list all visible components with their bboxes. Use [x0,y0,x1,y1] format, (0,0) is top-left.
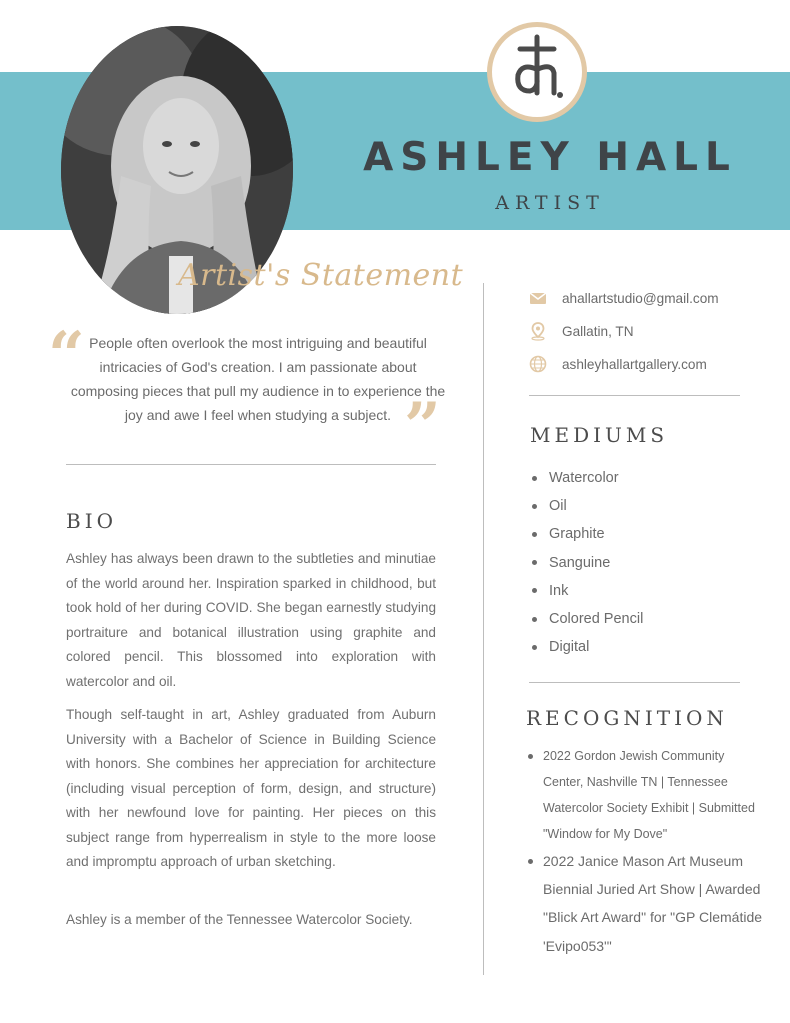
list-item [532,605,643,633]
bullet-icon [532,476,537,481]
logo-monogram-icon [492,27,582,117]
location-pin-icon [528,321,548,341]
bullet-icon [528,859,533,864]
recognition-heading: RECOGNITION [526,706,728,730]
medium-label: Watercolor [549,470,619,487]
artist-name: ASHLEY HALL [363,135,737,180]
list-item [532,633,643,661]
bullet-icon [532,504,537,509]
artist-role: ARTIST [495,192,605,214]
recognition-list [528,847,768,960]
list-item [532,520,643,548]
list-item [532,549,643,577]
mail-icon [528,288,548,308]
bio-paragraph: Ashley has always been drawn to the subtleties and minutiae of the world around her. Inspiration sparked in childhood, but took hold of her during COVID. She began earnestly studying portraiture and botanical illustration using graphite and colored pencil. This blossomed into exploration with watercolor and oil. [66,551,436,689]
close-quote-icon: ” [404,389,441,464]
medium-label: Ink [549,582,569,599]
contact-email[interactable] [528,288,719,308]
medium-label: Sanguine [549,554,611,571]
statement-text: People often overlook the most intriguing and beautiful intricacies of God's creation. I am passionate about composing pieces that pull my audience in to experience the joy and awe I feel when studying a subject. [70,335,446,423]
bullet-icon [532,588,537,593]
bio-heading: BIO [66,509,117,533]
statement-title: Artist's Statement [178,258,464,293]
recognition-text: 2022 Janice Mason Art Museum Biennial Juried Art Show | Awarded "Blick Art Award" for "GP Clemátide 'Evipo053'" [543,853,763,954]
brand-logo [487,22,587,122]
website-link[interactable]: ashleyhallartgallery.com [562,356,707,372]
recognition-text: 2022 Gordon Jewish Community Center, Nashville TN | Tennessee Watercolor Society Exhibit | Submitted "Window for My Dove" [543,749,755,841]
medium-label: Digital [549,639,590,656]
medium-label: Oil [549,498,567,515]
list-item [528,847,768,960]
list-item [528,743,768,847]
open-quote-icon: “ [48,318,85,393]
recognition-list [528,743,768,847]
list-item [532,577,643,605]
bullet-icon [532,532,537,537]
contact-website[interactable] [528,354,707,374]
bullet-icon [532,645,537,650]
email-link[interactable]: ahallartstudio@gmail.com [562,290,719,306]
divider [66,464,436,465]
divider [529,395,740,396]
list-item [532,464,643,492]
contact-location [528,321,634,341]
mediums-list [532,464,643,661]
bio-paragraph: Though self-taught in art, Ashley graduated from Auburn University with a Bachelor of Science in Building Science with honors. She combines her appreciation for architecture (including visual perception of form, design, and structure) with her newfound love for painting. Her pieces on this subject range from hyperrealism in style to the more loose and impromptu approach of urban sketching. [66,707,436,869]
bullet-icon [532,560,537,565]
mediums-heading: MEDIUMS [530,423,669,447]
medium-label: Graphite [549,526,605,543]
divider [529,682,740,683]
bullet-icon [528,754,533,759]
bio-paragraph: Ashley is a member of the Tennessee Watercolor Society. [66,912,413,927]
location-text: Gallatin, TN [562,323,634,339]
medium-label: Colored Pencil [549,611,644,628]
bullet-icon [532,617,537,622]
globe-icon [528,354,548,374]
column-divider [483,283,484,975]
list-item [532,492,643,520]
